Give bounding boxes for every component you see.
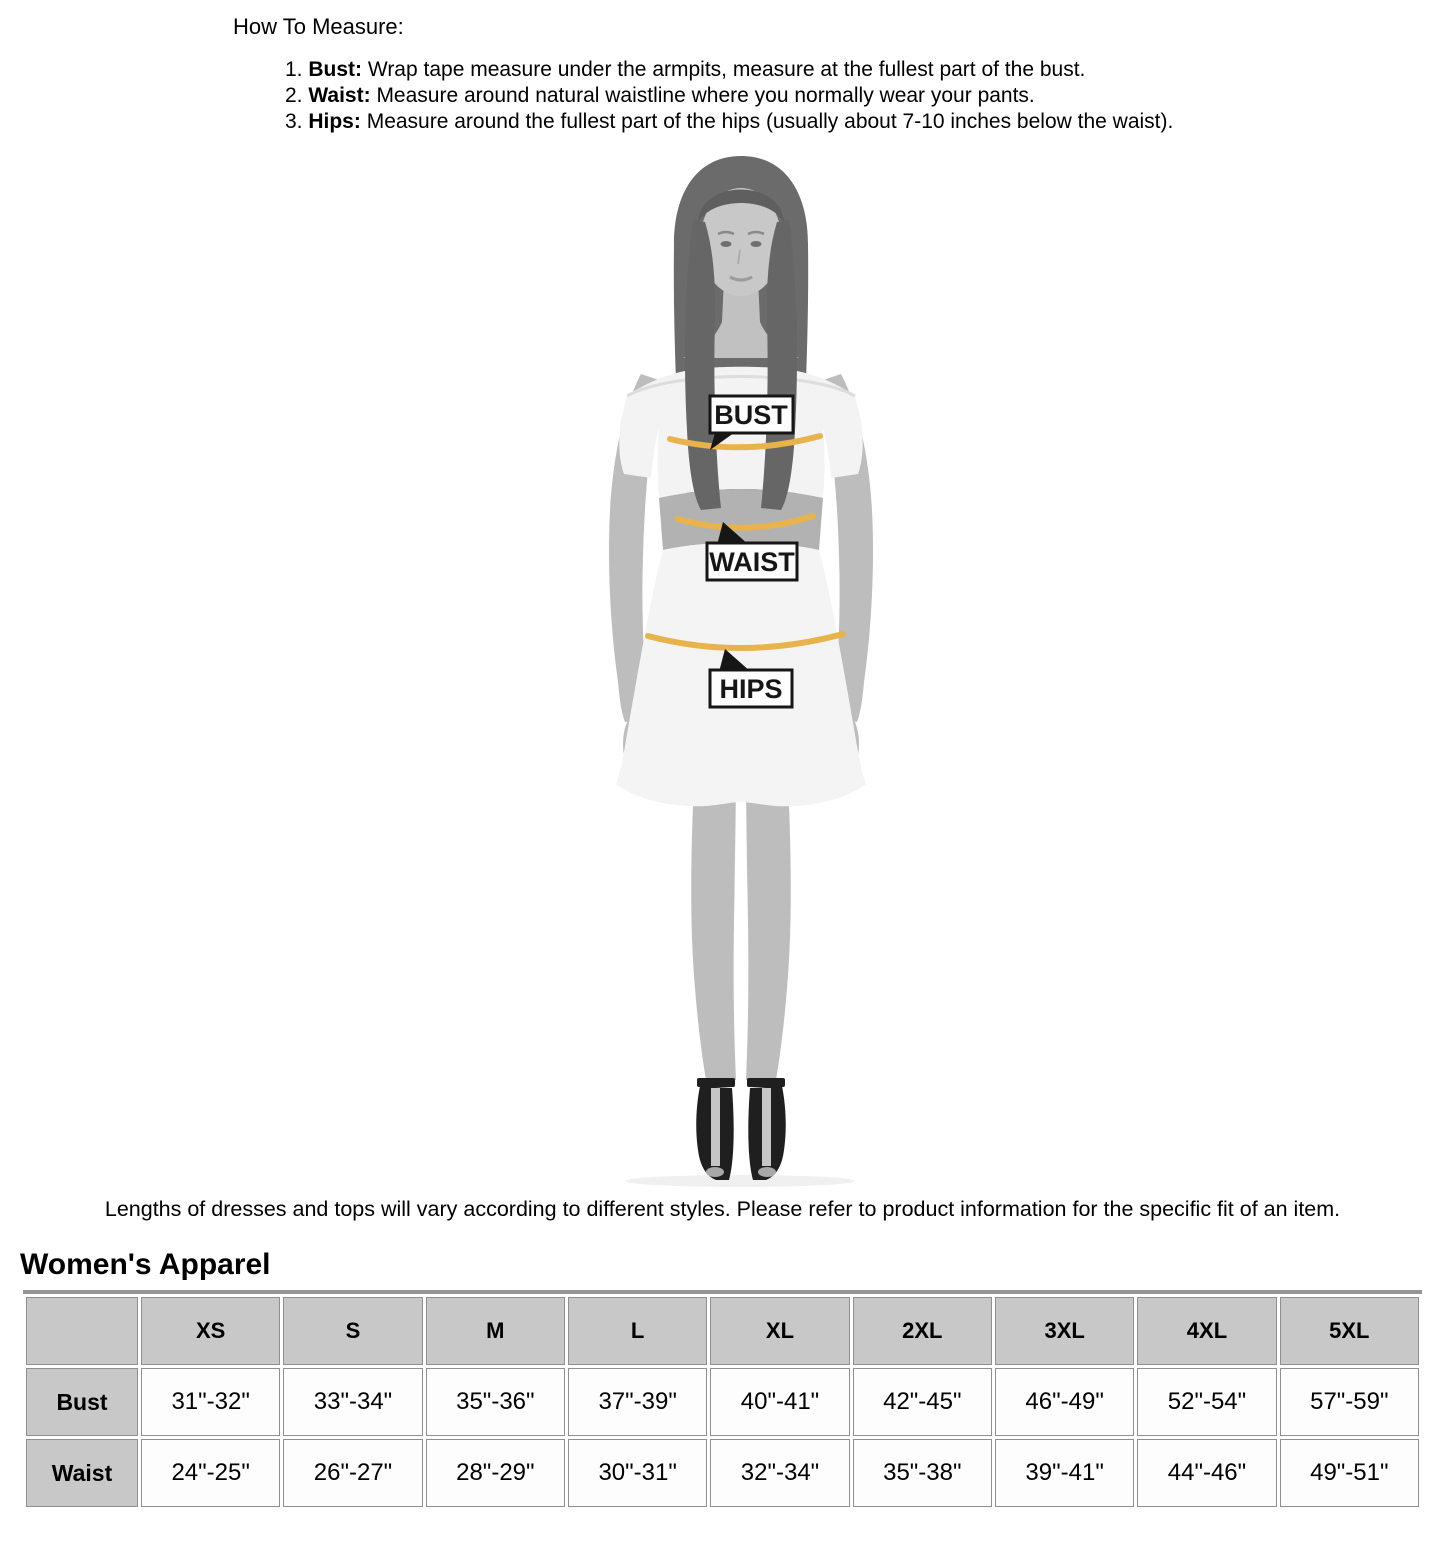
waist-value-3xl: 39"-41" [995,1439,1134,1507]
corner-cell [26,1297,138,1365]
model-right-eye [751,241,762,247]
size-col-header-xs: XS [141,1297,280,1365]
step-label: Bust: [308,58,363,81]
measure-step-bust [285,57,1173,83]
waist-value-xs: 24"-25" [141,1439,280,1507]
model-right-leg [746,760,791,1080]
measure-step-waist [285,83,1173,109]
waist-value-s: 26"-27" [283,1439,422,1507]
left-shoe-t-strap [711,1088,720,1166]
bust-value-xs: 31"-32" [141,1368,280,1436]
model-left-leg [691,760,736,1080]
step-number: 3. [285,110,303,133]
size-col-header-4xl: 4XL [1137,1297,1276,1365]
right-shoe-toes [758,1167,776,1177]
bust-value-s: 33"-34" [283,1368,422,1436]
floor-shadow [625,1175,855,1187]
size-col-header-s: S [283,1297,422,1365]
row-header-waist: Waist [26,1439,138,1507]
step-text: Measure around natural waistline where you normally wear your pants. [376,84,1035,107]
model-left-eye [721,241,732,247]
left-shoe-ankle-strap [697,1078,735,1087]
size-col-header-5xl: 5XL [1280,1297,1419,1365]
step-number: 2. [285,84,303,107]
waist-row [26,1439,1419,1507]
waist-value-5xl: 49"-51" [1280,1439,1419,1507]
model-figure-svg [577,150,897,1190]
right-shoe-ankle-strap [747,1078,785,1087]
waist-value-m: 28"-29" [426,1439,565,1507]
step-label: Waist: [308,84,371,107]
size-col-header-xl: XL [710,1297,849,1365]
bust-value-m: 35"-36" [426,1368,565,1436]
step-text: Wrap tape measure under the armpits, measure at the fullest part of the bust. [367,58,1086,81]
waist-value-xl: 32"-34" [710,1439,849,1507]
left-shoe-toes [706,1167,724,1177]
size-col-header-3xl: 3XL [995,1297,1134,1365]
bust-value-2xl: 42"-45" [853,1368,992,1436]
model-measurement-figure [577,150,897,1190]
bust-value-xl: 40"-41" [710,1368,849,1436]
hips-callout-text: HIPS [719,674,783,704]
size-col-header-2xl: 2XL [853,1297,992,1365]
waist-callout-text: WAIST [709,547,795,577]
bust-value-5xl: 57"-59" [1280,1368,1419,1436]
bust-callout-text: BUST [714,400,788,430]
bust-value-3xl: 46"-49" [995,1368,1134,1436]
measure-step-hips [285,109,1173,135]
how-to-measure-title: How To Measure: [233,14,404,39]
step-text: Measure around the fullest part of the hips (usually about 7-10 inches below the waist). [366,110,1174,133]
right-shoe-t-strap [762,1088,771,1166]
step-number: 1. [285,58,303,81]
bust-value-4xl: 52"-54" [1137,1368,1276,1436]
row-header-bust: Bust [26,1368,138,1436]
fit-disclaimer-caption: Lengths of dresses and tops will vary according to different styles. Please refer to product information for the specific fit of an item. [104,1197,1341,1221]
waist-value-l: 30"-31" [568,1439,707,1507]
size-col-header-l: L [568,1297,707,1365]
bust-value-l: 37"-39" [568,1368,707,1436]
womens-apparel-size-table [23,1290,1422,1510]
waist-value-2xl: 35"-38" [853,1439,992,1507]
bust-row [26,1368,1419,1436]
size-header-row [26,1297,1419,1365]
apparel-section-title: Women's Apparel [20,1248,271,1281]
waist-value-4xl: 44"-46" [1137,1439,1276,1507]
size-col-header-m: M [426,1297,565,1365]
measure-steps-list [285,57,1173,135]
step-label: Hips: [308,110,361,133]
